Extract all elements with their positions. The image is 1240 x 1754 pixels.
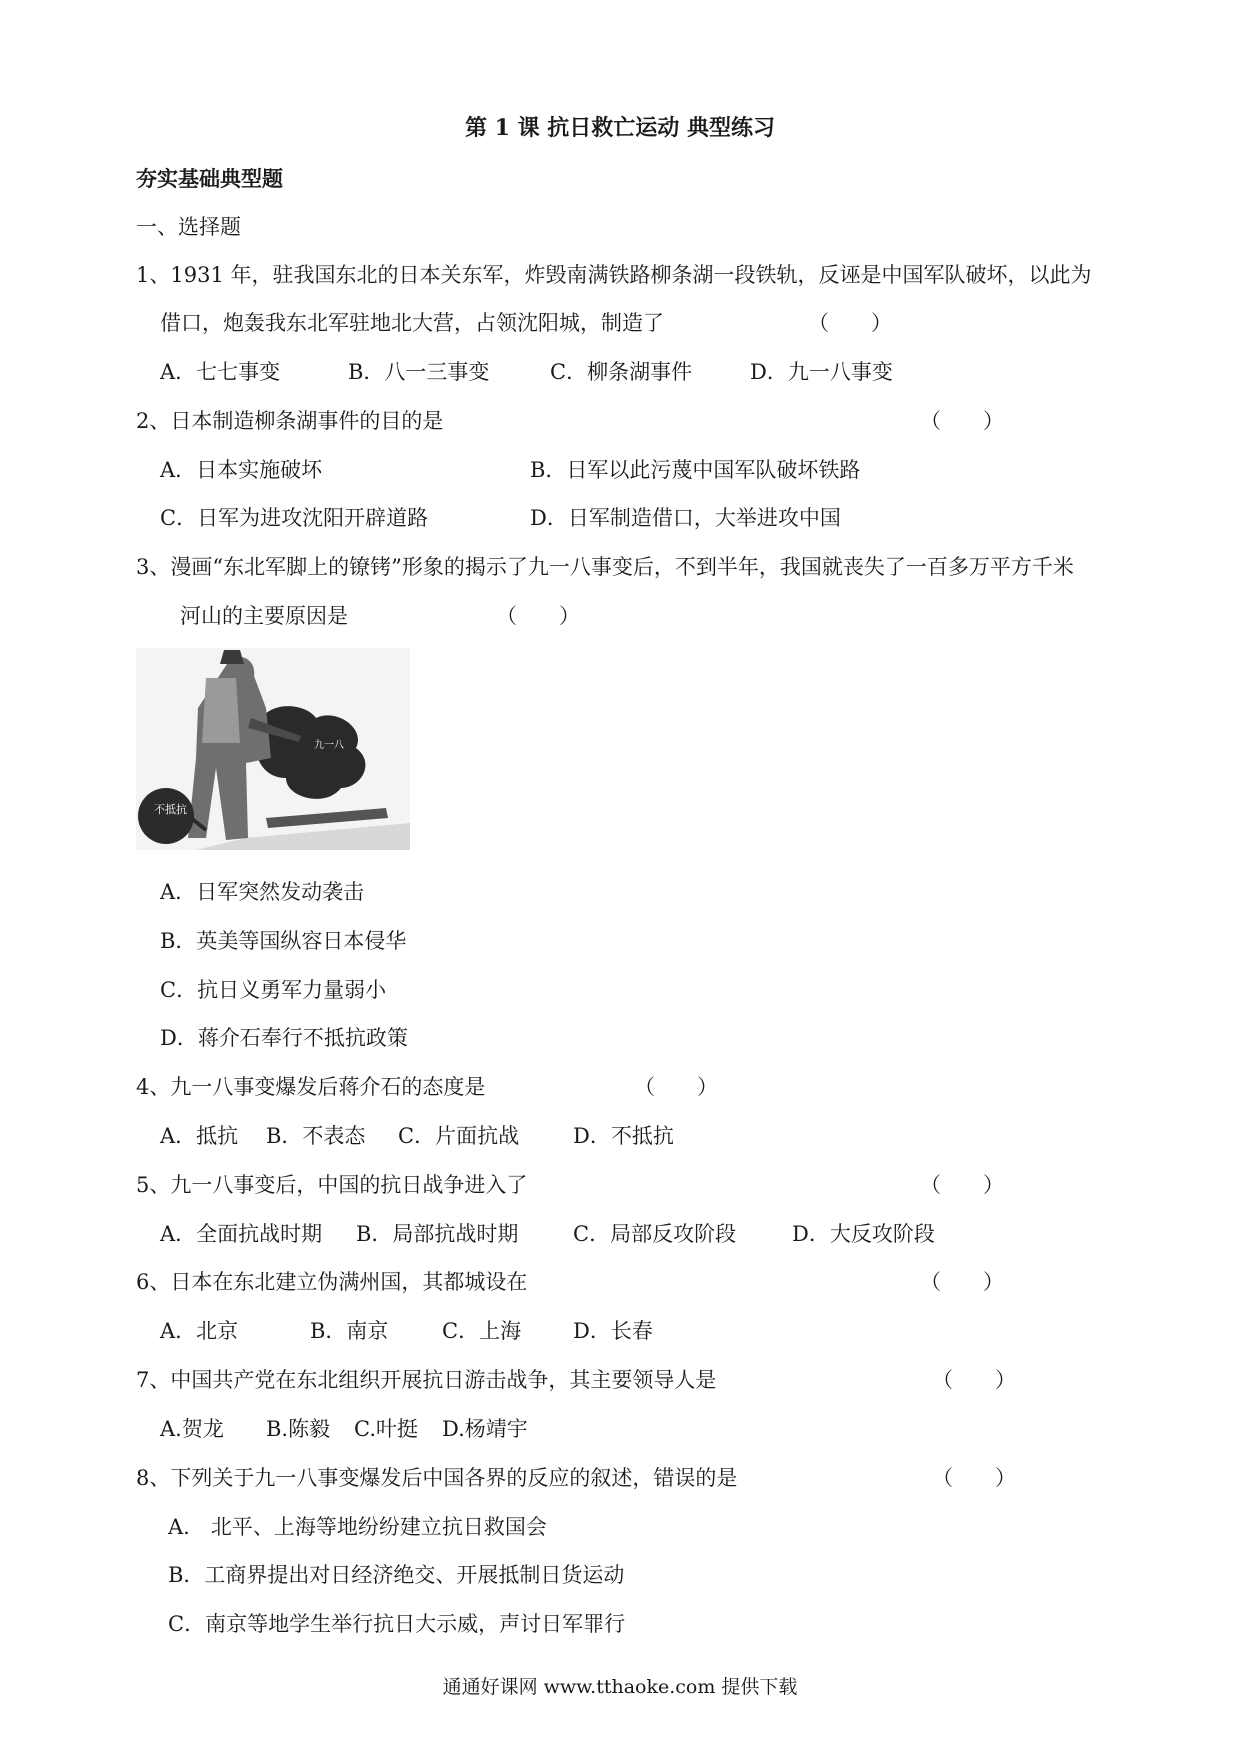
- option-b: B.陈毅: [266, 1417, 331, 1441]
- option-d: D．长春: [573, 1319, 653, 1343]
- question-3-option-b: B．英美等国纵容日本侵华: [160, 929, 407, 953]
- question-2-option-a: A．日本实施破坏: [160, 458, 323, 482]
- option-b: B．八一三事变: [348, 360, 490, 384]
- question-1-line2: 借口，炮轰我东北军驻地北大营，占领沈阳城，制造了: [160, 311, 664, 335]
- question-4-line1: 4、九一八事变爆发后蒋介石的态度是: [136, 1075, 486, 1099]
- subsection-heading: 一、选择题: [136, 215, 241, 239]
- question-8-option-a: A. 北平、上海等地纷纷建立抗日救国会: [168, 1515, 547, 1539]
- question-8-line1: 8、下列关于九一八事变爆发后中国各界的反应的叙述，错误的是: [136, 1466, 738, 1490]
- answer-paren: （ ）: [634, 1075, 718, 1099]
- section-heading: 夯实基础典型题: [136, 166, 283, 191]
- option-d: D．九一八事变: [750, 360, 893, 384]
- question-1-line1: 1、1931 年，驻我国东北的日本关东军，炸毁南满铁路柳条湖一段铁轨，反诬是中国军队破坏，以此为: [136, 263, 1092, 287]
- answer-paren: （ ）: [920, 409, 1004, 433]
- option-c: C．片面抗战: [398, 1124, 520, 1148]
- question-3-option-c: C．抗日义勇军力量弱小: [160, 978, 387, 1002]
- page-footer: 通通好课网 www.tthaoke.com 提供下载: [442, 1676, 798, 1698]
- question-3-line2: 河山的主要原因是: [180, 604, 348, 628]
- option-c: C．上海: [442, 1319, 522, 1343]
- option-c: C．柳条湖事件: [550, 360, 693, 384]
- option-a: A．七七事变: [160, 360, 281, 384]
- option-c: C．局部反攻阶段: [573, 1222, 737, 1246]
- option-c: C.叶挺: [354, 1417, 418, 1441]
- question-2-line1: 2、日本制造柳条湖事件的目的是: [136, 409, 444, 433]
- question-2-option-d: D．日军制造借口，大举进攻中国: [530, 506, 841, 530]
- option-a: A．北京: [160, 1319, 239, 1343]
- option-d: D．不抵抗: [573, 1124, 674, 1148]
- option-b: B．不表态: [266, 1124, 366, 1148]
- option-d: D.杨靖宇: [442, 1417, 528, 1441]
- cartoon-image: [136, 648, 410, 850]
- question-6-line1: 6、日本在东北建立伪满州国，其都城设在: [136, 1270, 528, 1294]
- option-b: B．局部抗战时期: [356, 1222, 519, 1246]
- question-3-option-d: D．蒋介石奉行不抵抗政策: [160, 1026, 408, 1050]
- option-b: B．南京: [310, 1319, 389, 1343]
- cartoon-smoke-label: 九一八: [314, 740, 344, 751]
- option-a: A．全面抗战时期: [160, 1222, 323, 1246]
- question-8-option-c: C．南京等地学生举行抗日大示威，声讨日军罪行: [168, 1612, 626, 1636]
- page-title: 第 1 课 抗日救亡运动 典型练习: [465, 115, 775, 141]
- option-a: A．抵抗: [160, 1124, 239, 1148]
- option-d: D．大反攻阶段: [792, 1222, 935, 1246]
- question-3-line1: 3、漫画“东北军脚上的镣铐”形象的揭示了九一八事变后，不到半年，我国就丧失了一百多万平方千米: [136, 555, 1074, 579]
- answer-paren: （ ）: [920, 1270, 1004, 1294]
- question-5-line1: 5、九一八事变后，中国的抗日战争进入了: [136, 1173, 528, 1197]
- option-a: A.贺龙: [160, 1417, 224, 1441]
- question-7-line1: 7、中国共产党在东北组织开展抗日游击战争，其主要领导人是: [136, 1368, 717, 1392]
- answer-paren: （ ）: [932, 1466, 1016, 1490]
- answer-paren: （ ）: [932, 1368, 1016, 1392]
- question-8-option-b: B．工商界提出对日经济绝交、开展抵制日货运动: [168, 1563, 625, 1587]
- answer-paren: （ ）: [920, 1173, 1004, 1197]
- answer-paren: （ ）: [496, 604, 580, 628]
- cartoon-ball-label: 不抵抗: [154, 803, 187, 816]
- question-3-option-a: A．日军突然发动袭击: [160, 880, 365, 904]
- answer-paren: （ ）: [808, 311, 892, 335]
- question-2-option-b: B．日军以此污蔑中国军队破坏铁路: [530, 458, 861, 482]
- question-2-option-c: C．日军为进攻沈阳开辟道路: [160, 506, 429, 530]
